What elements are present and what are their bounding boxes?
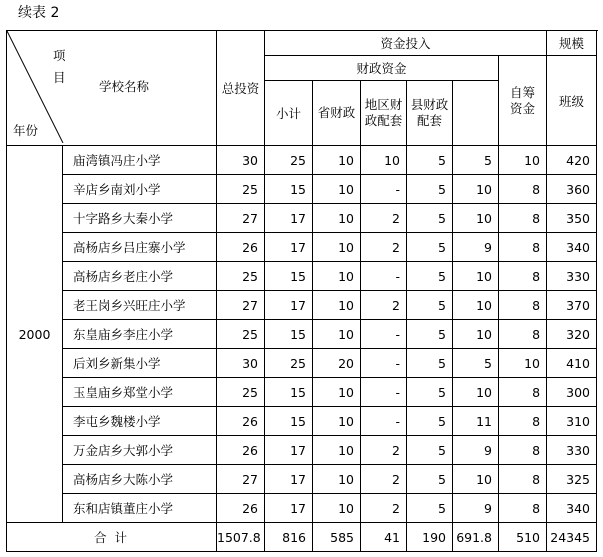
- table-row: [7, 175, 597, 204]
- total-district-cell: 41: [361, 523, 407, 552]
- classes-cell: 8: [499, 378, 547, 407]
- classes-cell: 8: [499, 494, 547, 523]
- county-cell: 5: [407, 233, 453, 262]
- district-cell: -: [361, 349, 407, 378]
- subtotal-cell: 15: [265, 175, 313, 204]
- subtotal-cell: 15: [265, 320, 313, 349]
- school-name-cell: 万金店乡大郭小学: [63, 436, 217, 465]
- table-row: [7, 436, 597, 465]
- district-cell: -: [361, 320, 407, 349]
- school-name-cell: 高杨店乡吕庄寨小学: [63, 233, 217, 262]
- year-cell: 2000: [7, 146, 63, 523]
- total-row: [7, 523, 597, 552]
- province-cell: 10: [313, 465, 361, 494]
- total-cell: 26: [217, 436, 265, 465]
- total-cell: 25: [217, 262, 265, 291]
- self-cell: 5: [453, 146, 499, 175]
- self-cell: 10: [453, 262, 499, 291]
- corner-year-label: 年份: [13, 123, 39, 138]
- total-cell: 26: [217, 233, 265, 262]
- total-cell: 26: [217, 494, 265, 523]
- table-row: [7, 204, 597, 233]
- total-classes-cell: 510: [499, 523, 547, 552]
- self-cell: 10: [453, 175, 499, 204]
- district-cell: -: [361, 378, 407, 407]
- province-cell: 10: [313, 146, 361, 175]
- province-cell: 10: [313, 378, 361, 407]
- total-county-cell: 190: [407, 523, 453, 552]
- classes-cell: 8: [499, 291, 547, 320]
- subtotal-cell: 17: [265, 204, 313, 233]
- students-cell: 320: [547, 320, 597, 349]
- total-cell: 27: [217, 465, 265, 494]
- table-row: [7, 494, 597, 523]
- school-name-cell: 后刘乡新集小学: [63, 349, 217, 378]
- province-cell: 10: [313, 262, 361, 291]
- students-cell: 350: [547, 204, 597, 233]
- county-cell: 5: [407, 204, 453, 233]
- total-self-cell: 691.8: [453, 523, 499, 552]
- self-cell: 10: [453, 204, 499, 233]
- total-cell: 25: [217, 378, 265, 407]
- students-cell: 420: [547, 146, 597, 175]
- district-cell: -: [361, 262, 407, 291]
- total-students-cell: 24345: [547, 523, 597, 552]
- county-cell: 5: [407, 175, 453, 204]
- table-row: [7, 233, 597, 262]
- district-cell: 2: [361, 465, 407, 494]
- district-cell: 2: [361, 204, 407, 233]
- province-cell: 10: [313, 320, 361, 349]
- county-cell: 5: [407, 349, 453, 378]
- self-cell: 10: [453, 465, 499, 494]
- self-raised-header: 自筹资金: [499, 56, 547, 146]
- self-cell: 9: [453, 233, 499, 262]
- self-cell: 10: [453, 291, 499, 320]
- classes-cell: 10: [499, 349, 547, 378]
- district-cell: 2: [361, 291, 407, 320]
- county-cell: 5: [407, 465, 453, 494]
- fund-investment-header: 资金投入: [265, 31, 547, 56]
- province-fiscal-header: 省财政: [313, 81, 361, 146]
- corner-item-label: 项目: [53, 48, 66, 85]
- school-name-cell: 李屯乡魏楼小学: [63, 407, 217, 436]
- total-cell: 26: [217, 407, 265, 436]
- table-row: [7, 378, 597, 407]
- school-name-header: 学校名称: [99, 79, 150, 94]
- total-province-cell: 585: [313, 523, 361, 552]
- classes-cell: 8: [499, 465, 547, 494]
- classes-cell: 8: [499, 175, 547, 204]
- students-cell: 370: [547, 291, 597, 320]
- subtotal-cell: 17: [265, 494, 313, 523]
- school-name-cell: 高杨店乡老庄小学: [63, 262, 217, 291]
- subtotal-cell: 17: [265, 465, 313, 494]
- district-cell: -: [361, 175, 407, 204]
- self-cell: 11: [453, 407, 499, 436]
- classes-cell: 8: [499, 204, 547, 233]
- district-cell: 10: [361, 146, 407, 175]
- classes-cell: 8: [499, 407, 547, 436]
- table-caption: 续表 2: [18, 5, 60, 21]
- students-cell: 340: [547, 233, 597, 262]
- corner-header-cell: [7, 31, 217, 146]
- district-cell: -: [361, 407, 407, 436]
- total-total-cell: 1507.8: [217, 523, 265, 552]
- total-cell: 30: [217, 349, 265, 378]
- subtotal-header: 小计: [265, 81, 313, 146]
- province-cell: 10: [313, 436, 361, 465]
- scale-header: 规模: [547, 31, 597, 56]
- school-name-cell: 高杨店乡大陈小学: [63, 465, 217, 494]
- classes-cell: 8: [499, 436, 547, 465]
- county-cell: 5: [407, 320, 453, 349]
- district-fiscal-header: 地区财政配套: [361, 81, 407, 146]
- province-cell: 10: [313, 233, 361, 262]
- self-cell: 5: [453, 349, 499, 378]
- school-name-cell: 辛店乡南刘小学: [63, 175, 217, 204]
- province-cell: 10: [313, 204, 361, 233]
- subtotal-cell: 17: [265, 436, 313, 465]
- school-name-cell: 玉皇庙乡郑堂小学: [63, 378, 217, 407]
- county-cell: 5: [407, 407, 453, 436]
- county-cell: 5: [407, 262, 453, 291]
- school-name-cell: 十字路乡大秦小学: [63, 204, 217, 233]
- total-cell: 30: [217, 146, 265, 175]
- total-subtotal-cell: 816: [265, 523, 313, 552]
- students-cell: 410: [547, 349, 597, 378]
- table-row: [7, 291, 597, 320]
- classes-cell: 8: [499, 262, 547, 291]
- province-cell: 20: [313, 349, 361, 378]
- self-cell: 10: [453, 320, 499, 349]
- subtotal-cell: 15: [265, 378, 313, 407]
- self-cell: 10: [453, 378, 499, 407]
- students-cell: 330: [547, 436, 597, 465]
- total-cell: 25: [217, 320, 265, 349]
- students-cell: 310: [547, 407, 597, 436]
- school-funding-table: [6, 30, 597, 552]
- total-label: 合 计: [7, 523, 217, 552]
- county-fiscal-header: 县财政配套: [407, 81, 453, 146]
- district-cell: 2: [361, 233, 407, 262]
- self-cell: 9: [453, 436, 499, 465]
- students-cell: 300: [547, 378, 597, 407]
- province-cell: 10: [313, 494, 361, 523]
- total-cell: 27: [217, 291, 265, 320]
- province-cell: 10: [313, 175, 361, 204]
- self-cell: 9: [453, 494, 499, 523]
- school-name-cell: 老王岗乡兴旺庄小学: [63, 291, 217, 320]
- district-cell: 2: [361, 436, 407, 465]
- school-name-cell: 庙湾镇冯庄小学: [63, 146, 217, 175]
- students-cell: 325: [547, 465, 597, 494]
- school-name-cell: 东和店镇董庄小学: [63, 494, 217, 523]
- table-row: [7, 146, 597, 175]
- table-row: [7, 320, 597, 349]
- table-row: [7, 349, 597, 378]
- subtotal-cell: 25: [265, 146, 313, 175]
- table-row: [7, 407, 597, 436]
- classes-header: 班级: [547, 56, 597, 146]
- students-cell: 360: [547, 175, 597, 204]
- county-cell: 5: [407, 494, 453, 523]
- table-row: [7, 465, 597, 494]
- subtotal-cell: 17: [265, 233, 313, 262]
- classes-cell: 10: [499, 146, 547, 175]
- total-investment-header: 总投资: [217, 31, 265, 146]
- fiscal-fund-header: 财政资金: [265, 56, 499, 81]
- county-cell: 5: [407, 146, 453, 175]
- school-name-cell: 东皇庙乡李庄小学: [63, 320, 217, 349]
- table-row: [7, 262, 597, 291]
- county-cell: 5: [407, 291, 453, 320]
- subtotal-cell: 15: [265, 262, 313, 291]
- classes-cell: 8: [499, 320, 547, 349]
- subtotal-cell: 15: [265, 407, 313, 436]
- county-cell: 5: [407, 378, 453, 407]
- province-cell: 10: [313, 291, 361, 320]
- county-cell: 5: [407, 436, 453, 465]
- province-cell: 10: [313, 407, 361, 436]
- total-cell: 27: [217, 204, 265, 233]
- subtotal-cell: 25: [265, 349, 313, 378]
- total-cell: 25: [217, 175, 265, 204]
- district-cell: 2: [361, 494, 407, 523]
- subtotal-cell: 17: [265, 291, 313, 320]
- students-cell: 340: [547, 494, 597, 523]
- students-cell: 330: [547, 262, 597, 291]
- classes-cell: 8: [499, 233, 547, 262]
